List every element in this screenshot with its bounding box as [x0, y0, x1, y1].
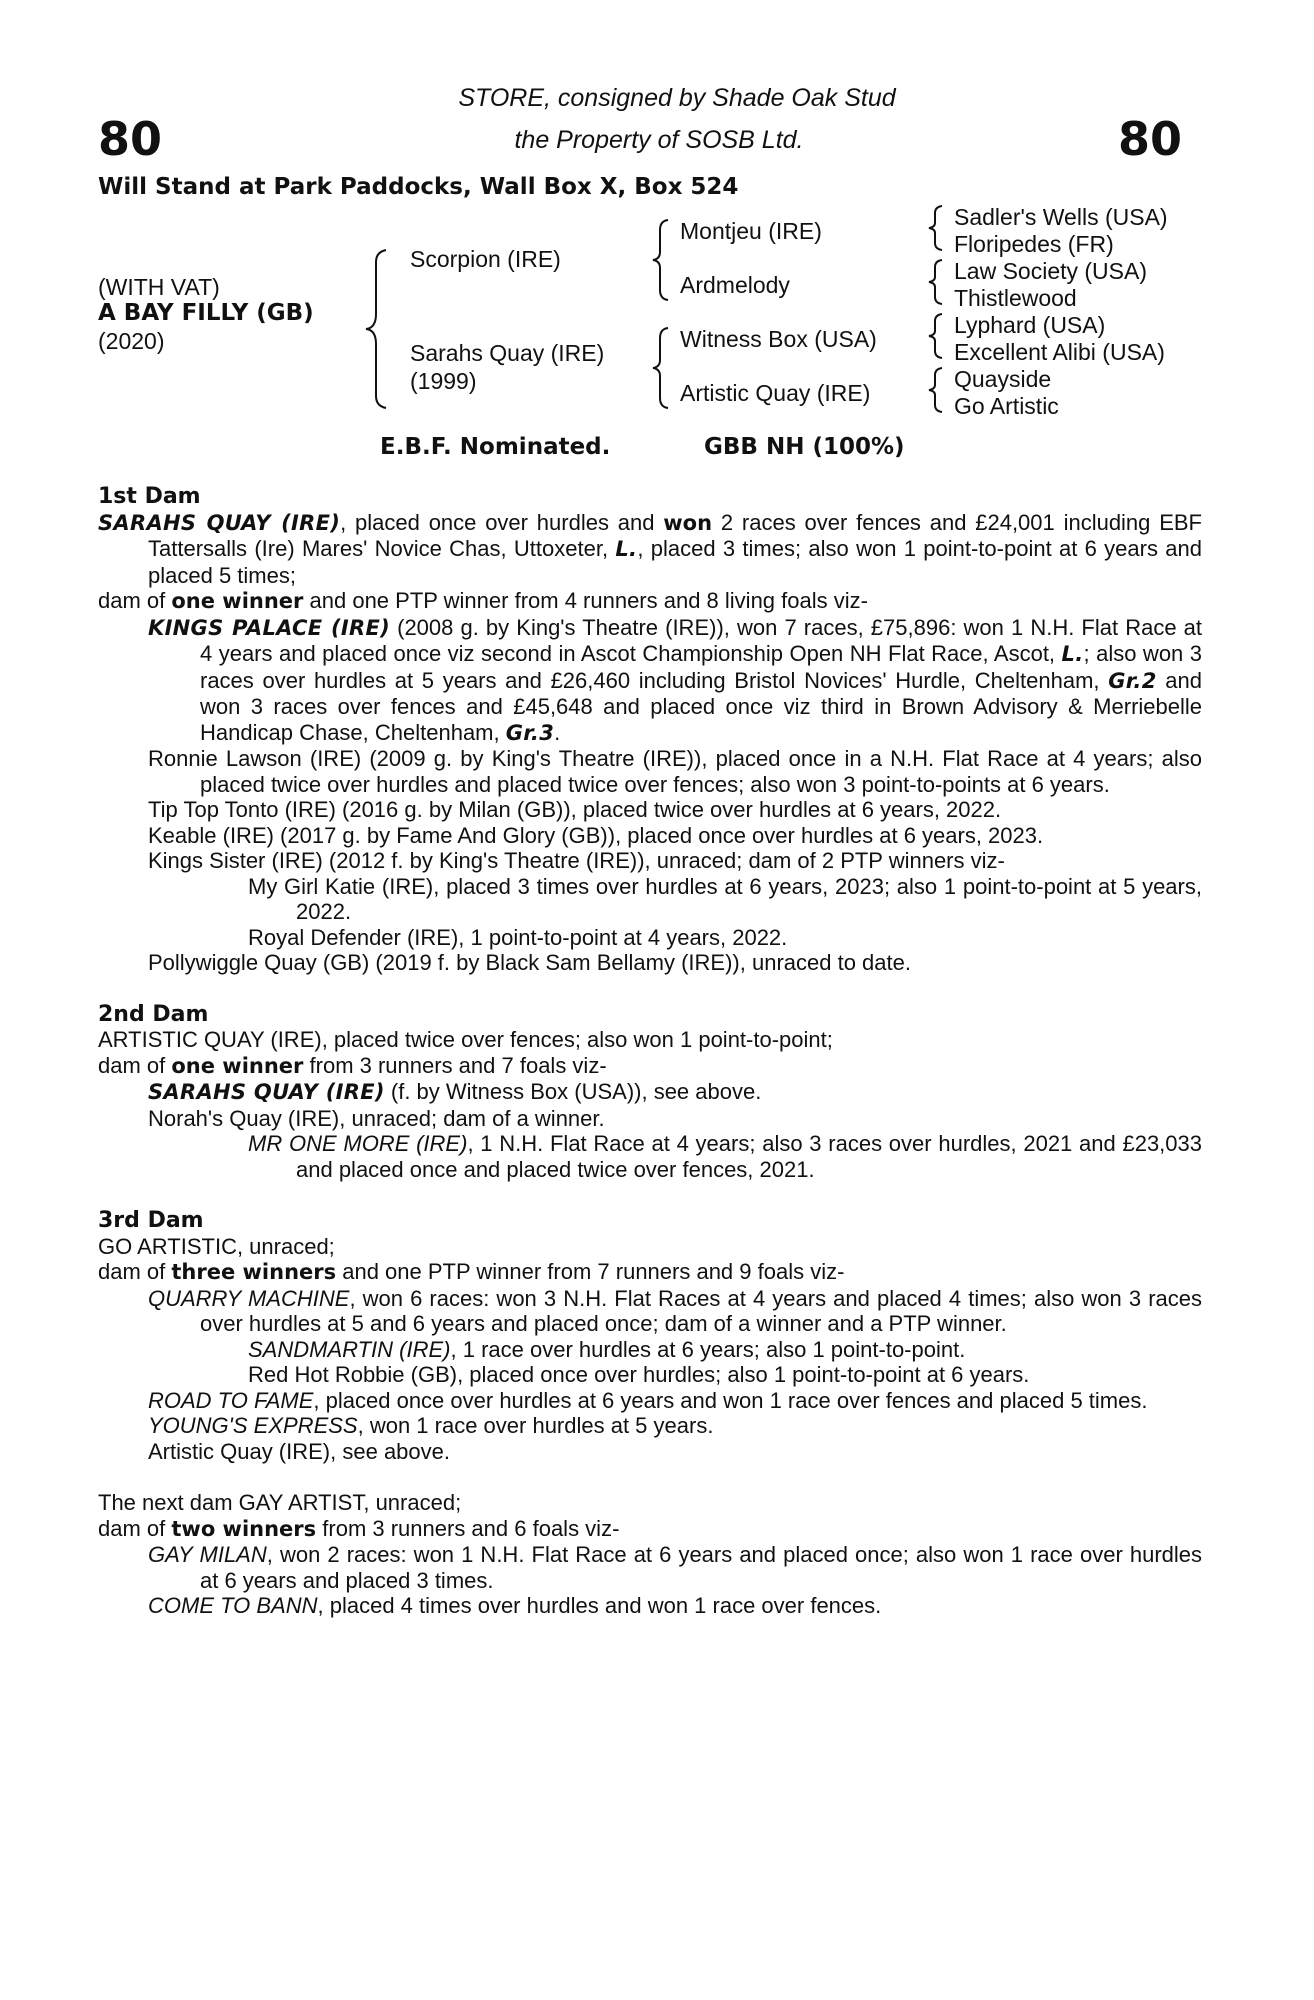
ancestor-2: Floripedes (FR): [954, 231, 1114, 257]
list-item: Norah's Quay (IRE), unraced; dam of a winner.: [148, 1105, 605, 1131]
spacer: [98, 1464, 1202, 1490]
list-item: Keable (IRE) (2017 g. by Fame And Glory (GB)), placed once over hurdles at 6 years, 2023.: [148, 822, 1044, 848]
ancestor-6: Excellent Alibi (USA): [954, 339, 1165, 365]
list-item: Tip Top Tonto (IRE) (2016 g. by Milan (GB)), placed twice over hurdles at 6 years, 2022.: [148, 797, 1002, 822]
ancestor-4: Thistlewood: [954, 285, 1077, 311]
g-brace-4: [926, 366, 946, 414]
sire-brace: [650, 218, 672, 302]
list-item: Red Hot Robbie (GB), placed once over hurdles; also 1 point-to-point at 6 years.: [248, 1362, 1030, 1387]
dam-record: ARTISTIC QUAY (IRE), placed twice over fences; also won 1 point-to-point;: [98, 1027, 833, 1052]
property-line: the Property of SOSB Ltd.: [514, 126, 804, 154]
ancestor-3: Law Society (USA): [954, 258, 1148, 284]
main-brace: [364, 248, 394, 410]
spacer: [98, 1182, 1202, 1208]
produce-summary: dam of two winners from 3 runners and 6 foals viz-: [98, 1515, 620, 1541]
list-item: QUARRY MACHINE, won 6 races: won 3 N.H. Flat Races at 4 years and placed 4 times; also won 3 races over hurdles at 5 and 6 years and placed once; dam of a winner and a PTP winner.: [148, 1285, 1202, 1336]
sire-sire: Montjeu (IRE): [680, 218, 822, 244]
g-brace-3: [926, 312, 946, 360]
section-heading: 3rd Dam: [98, 1208, 204, 1233]
horse-name: A BAY FILLY (GB): [98, 300, 314, 326]
ancestor-7: Quayside: [954, 366, 1052, 392]
lot-number-left: 80: [98, 112, 163, 166]
list-item: YOUNG'S EXPRESS, won 1 race over hurdles at 5 years.: [148, 1413, 714, 1438]
list-item: ROAD TO FAME, placed once over hurdles at 6 years and won 1 race over fences and placed 5 times.: [148, 1387, 1148, 1413]
dam: Sarahs Quay (IRE): [410, 340, 605, 366]
ebf-note: E.B.F. Nominated.: [380, 434, 611, 460]
second-dam-section: [98, 1002, 1202, 1183]
list-item: MR ONE MORE (IRE), 1 N.H. Flat Race at 4 years; also 3 races over hurdles, 2021 and £23,033 and placed once and placed twice over fences, 2021.: [248, 1131, 1202, 1182]
third-dam-section: [98, 1208, 1202, 1464]
ancestor-5: Lyphard (USA): [954, 312, 1106, 338]
horse-year: (2020): [98, 328, 165, 354]
produce-record: [98, 484, 1202, 1619]
spacer: [98, 976, 1202, 1002]
g-brace-2: [926, 258, 946, 306]
sire-dam: Ardmelody: [680, 272, 790, 298]
list-item: My Girl Katie (IRE), placed 3 times over hurdles at 6 years, 2023; also 1 point-to-point at 5 years, 2022.: [248, 873, 1202, 924]
dam-record: SARAHS QUAY (IRE), placed once over hurdles and won 2 races over fences and £24,001 including EBF Tattersalls (Ire) Mares' Novice Chas, Uttoxeter, L., placed 3 times; also won 1 point-to-point at 6 years and placed 5 times;: [98, 509, 1202, 588]
list-item: Artistic Quay (IRE), see above.: [148, 1438, 450, 1464]
dam-record: The next dam GAY ARTIST, unraced;: [98, 1490, 462, 1515]
consignor-line: STORE, consigned by Shade Oak Stud: [458, 84, 896, 112]
dam-year: (1999): [410, 368, 477, 394]
stand-location: Will Stand at Park Paddocks, Wall Box X, Box 524: [98, 174, 739, 200]
produce-summary: dam of one winner and one PTP winner from 4 runners and 8 living foals viz-: [98, 588, 868, 613]
list-item: KINGS PALACE (IRE) (2008 g. by King's Theatre (IRE)), won 7 races, £75,896: won 1 N.H. Flat Race at 4 years and placed once viz second in Ascot Championship Open NH Flat Race, Ascot, L.; also won 3 races over hurdles at 5 years and £26,460 including Bristol Novices' Hurdle, Cheltenham, Gr.2 and won 3 races over fences and £45,648 and placed once viz third in Brown Advisory & Merriebelle Handicap Chase, Cheltenham, Gr.3.: [148, 614, 1203, 745]
next-dam-section: [98, 1490, 1202, 1619]
list-item: SANDMARTIN (IRE), 1 race over hurdles at 6 years; also 1 point-to-point.: [248, 1336, 966, 1362]
list-item: Ronnie Lawson (IRE) (2009 g. by King's Theatre (IRE)), placed once in a N.H. Flat Race at 4 years; also placed twice over hurdles and placed twice over fences; also won 3 point-to-points at 6 years.: [148, 746, 1202, 797]
dam-dam: Artistic Quay (IRE): [680, 380, 871, 406]
dam-brace: [650, 326, 672, 410]
gbb-note: GBB NH (100%): [704, 434, 905, 460]
section-heading: 2nd Dam: [98, 1001, 209, 1027]
lot-number-right: 80: [1118, 112, 1183, 166]
section-heading: 1st Dam: [98, 484, 201, 509]
ancestor-8: Go Artistic: [954, 393, 1059, 419]
g-brace-1: [926, 204, 946, 252]
list-item: GAY MILAN, won 2 races: won 1 N.H. Flat Race at 6 years and placed once; also won 1 race over hurdles at 6 years and placed 3 times.: [148, 1542, 1203, 1593]
dam-record: GO ARTISTIC, unraced;: [98, 1233, 335, 1259]
dam-name: SARAHS QUAY (IRE): [98, 510, 341, 535]
dam-sire: Witness Box (USA): [680, 326, 877, 352]
list-item: SARAHS QUAY (IRE) (f. by Witness Box (USA)), see above.: [148, 1079, 762, 1104]
list-item: Kings Sister (IRE) (2012 f. by King's Theatre (IRE)), unraced; dam of 2 PTP winners viz-: [148, 848, 1005, 873]
produce-summary: dam of three winners and one PTP winner from 7 runners and 9 foals viz-: [98, 1259, 845, 1284]
list-item: Pollywiggle Quay (GB) (2019 f. by Black Sam Bellamy (IRE)), unraced to date.: [148, 950, 911, 975]
list-item: Royal Defender (IRE), 1 point-to-point at 4 years, 2022.: [248, 924, 788, 950]
sire: Scorpion (IRE): [410, 246, 561, 272]
ancestor-1: Sadler's Wells (USA): [954, 204, 1168, 230]
produce-summary: dam of one winner from 3 runners and 7 foals viz-: [98, 1052, 607, 1078]
first-dam-section: [98, 484, 1202, 976]
vat-note: (WITH VAT): [98, 274, 220, 300]
list-item: COME TO BANN, placed 4 times over hurdles and won 1 race over fences.: [148, 1593, 882, 1618]
